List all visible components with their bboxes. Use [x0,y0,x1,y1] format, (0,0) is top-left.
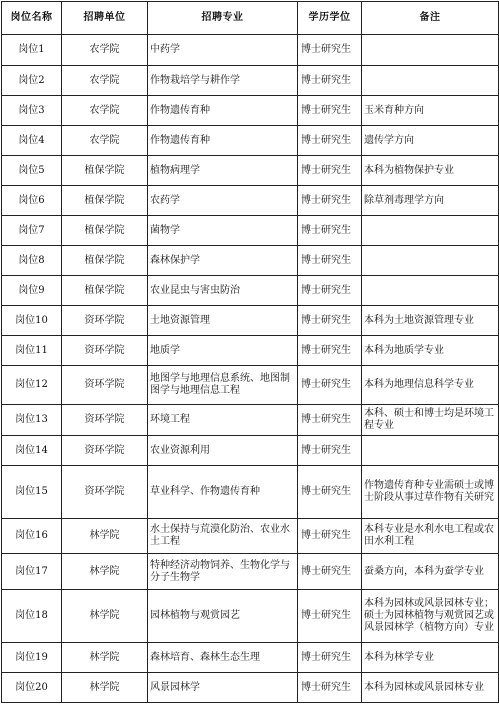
degree-cell: 博士研究生 [298,519,362,554]
unit-cell: 林学院 [62,554,148,590]
major-cell: 作物遗传育种 [148,96,298,126]
post-cell: 岗位8 [2,246,62,276]
table-row [2,336,499,366]
note-cell: 本科专业是水利水电工程或农田水利工程 [362,519,499,554]
major-cell: 农药学 [148,186,298,216]
header-post: 岗位名称 [2,2,62,35]
post-cell: 岗位9 [2,276,62,306]
unit-cell: 林学院 [62,519,148,554]
post-cell: 岗位19 [2,643,62,673]
table-row [2,306,499,336]
post-cell: 岗位12 [2,366,62,405]
major-cell: 农业昆虫与害虫防治 [148,276,298,306]
table-row [2,156,499,186]
note-cell [362,436,499,466]
table-row [2,366,499,405]
note-cell: 本科为园林或风景园林专业；硕士为园林植物与观赏园艺或风景园林学（植物方向）专业 [362,590,499,643]
table-row [2,519,499,554]
degree-cell: 博士研究生 [298,96,362,126]
note-cell: 本科为林学专业 [362,643,499,673]
unit-cell: 植保学院 [62,276,148,306]
major-cell: 菌物学 [148,216,298,246]
major-cell: 风景园林学 [148,673,298,703]
note-cell [362,35,499,66]
post-cell: 岗位15 [2,466,62,519]
degree-cell: 博士研究生 [298,673,362,703]
post-cell: 岗位1 [2,35,62,66]
unit-cell: 资环学院 [62,366,148,405]
header-degree: 学历学位 [298,2,362,35]
major-cell: 农业资源利用 [148,436,298,466]
post-cell: 岗位18 [2,590,62,643]
table-row [2,246,499,276]
degree-cell: 博士研究生 [298,35,362,66]
unit-cell: 植保学院 [62,246,148,276]
table-row [2,673,499,703]
unit-cell: 林学院 [62,590,148,643]
table-row [2,590,499,643]
post-cell: 岗位17 [2,554,62,590]
table-row [2,186,499,216]
unit-cell: 资环学院 [62,405,148,436]
unit-cell: 资环学院 [62,436,148,466]
major-cell: 中药学 [148,35,298,66]
degree-cell: 博士研究生 [298,66,362,96]
unit-cell: 植保学院 [62,216,148,246]
major-cell: 特种经济动物饲养、生物化学与分子生物学 [148,554,298,590]
degree-cell: 博士研究生 [298,216,362,246]
note-cell: 蚕桑方向，本科为蚕学专业 [362,554,499,590]
degree-cell: 博士研究生 [298,186,362,216]
degree-cell: 博士研究生 [298,126,362,156]
table-row [2,276,499,306]
unit-cell: 农学院 [62,66,148,96]
note-cell: 本科为土地资源管理专业 [362,306,499,336]
degree-cell: 博士研究生 [298,366,362,405]
post-cell: 岗位5 [2,156,62,186]
unit-cell: 农学院 [62,96,148,126]
table-row [2,466,499,519]
degree-cell: 博士研究生 [298,436,362,466]
note-cell: 本科为园林或风景园林专业 [362,673,499,703]
post-cell: 岗位16 [2,519,62,554]
table-row [2,436,499,466]
degree-cell: 博士研究生 [298,405,362,436]
header-unit: 招聘单位 [62,2,148,35]
unit-cell: 农学院 [62,126,148,156]
post-cell: 岗位4 [2,126,62,156]
note-cell [362,246,499,276]
major-cell: 地图学与地理信息系统、地图制图学与地理信息工程 [148,366,298,405]
unit-cell: 资环学院 [62,466,148,519]
post-cell: 岗位10 [2,306,62,336]
note-cell [362,216,499,246]
table-row [2,66,499,96]
major-cell: 森林培育、森林生态生理 [148,643,298,673]
post-cell: 岗位3 [2,96,62,126]
note-cell [362,276,499,306]
note-cell: 玉米育种方向 [362,96,499,126]
post-cell: 岗位13 [2,405,62,436]
table-row [2,643,499,673]
table-row [2,216,499,246]
post-cell: 岗位20 [2,673,62,703]
post-cell: 岗位7 [2,216,62,246]
degree-cell: 博士研究生 [298,590,362,643]
note-cell: 本科、硕士和博士均是环境工程专业 [362,405,499,436]
post-cell: 岗位11 [2,336,62,366]
unit-cell: 农学院 [62,35,148,66]
table-body [2,35,499,703]
note-cell: 作物遗传育种专业需硕士或博士阶段从事过草作物有关研究 [362,466,499,519]
table-row [2,35,499,66]
major-cell: 森林保护学 [148,246,298,276]
major-cell: 植物病理学 [148,156,298,186]
unit-cell: 林学院 [62,643,148,673]
degree-cell: 博士研究生 [298,246,362,276]
table-row [2,554,499,590]
note-cell: 本科为地质学专业 [362,336,499,366]
table-row [2,405,499,436]
major-cell: 水土保持与荒漠化防治、农业水土工程 [148,519,298,554]
degree-cell: 博士研究生 [298,276,362,306]
note-cell: 除草剂毒理学方向 [362,186,499,216]
unit-cell: 林学院 [62,673,148,703]
header-major: 招聘专业 [148,2,298,35]
post-cell: 岗位14 [2,436,62,466]
major-cell: 土地资源管理 [148,306,298,336]
degree-cell: 博士研究生 [298,643,362,673]
header-note: 备注 [362,2,499,35]
major-cell: 环境工程 [148,405,298,436]
recruitment-table [1,1,499,703]
note-cell: 本科为植物保护专业 [362,156,499,186]
header-row [2,2,499,35]
degree-cell: 博士研究生 [298,306,362,336]
note-cell: 本科为地理信息科学专业 [362,366,499,405]
major-cell: 草业科学、作物遗传育种 [148,466,298,519]
degree-cell: 博士研究生 [298,336,362,366]
unit-cell: 资环学院 [62,336,148,366]
major-cell: 地质学 [148,336,298,366]
unit-cell: 资环学院 [62,306,148,336]
post-cell: 岗位2 [2,66,62,96]
degree-cell: 博士研究生 [298,466,362,519]
table-row [2,126,499,156]
table-row [2,96,499,126]
degree-cell: 博士研究生 [298,156,362,186]
major-cell: 作物栽培学与耕作学 [148,66,298,96]
post-cell: 岗位6 [2,186,62,216]
unit-cell: 植保学院 [62,156,148,186]
degree-cell: 博士研究生 [298,554,362,590]
unit-cell: 植保学院 [62,186,148,216]
note-cell [362,66,499,96]
note-cell: 遗传学方向 [362,126,499,156]
major-cell: 园林植物与观赏园艺 [148,590,298,643]
major-cell: 作物遗传育种 [148,126,298,156]
